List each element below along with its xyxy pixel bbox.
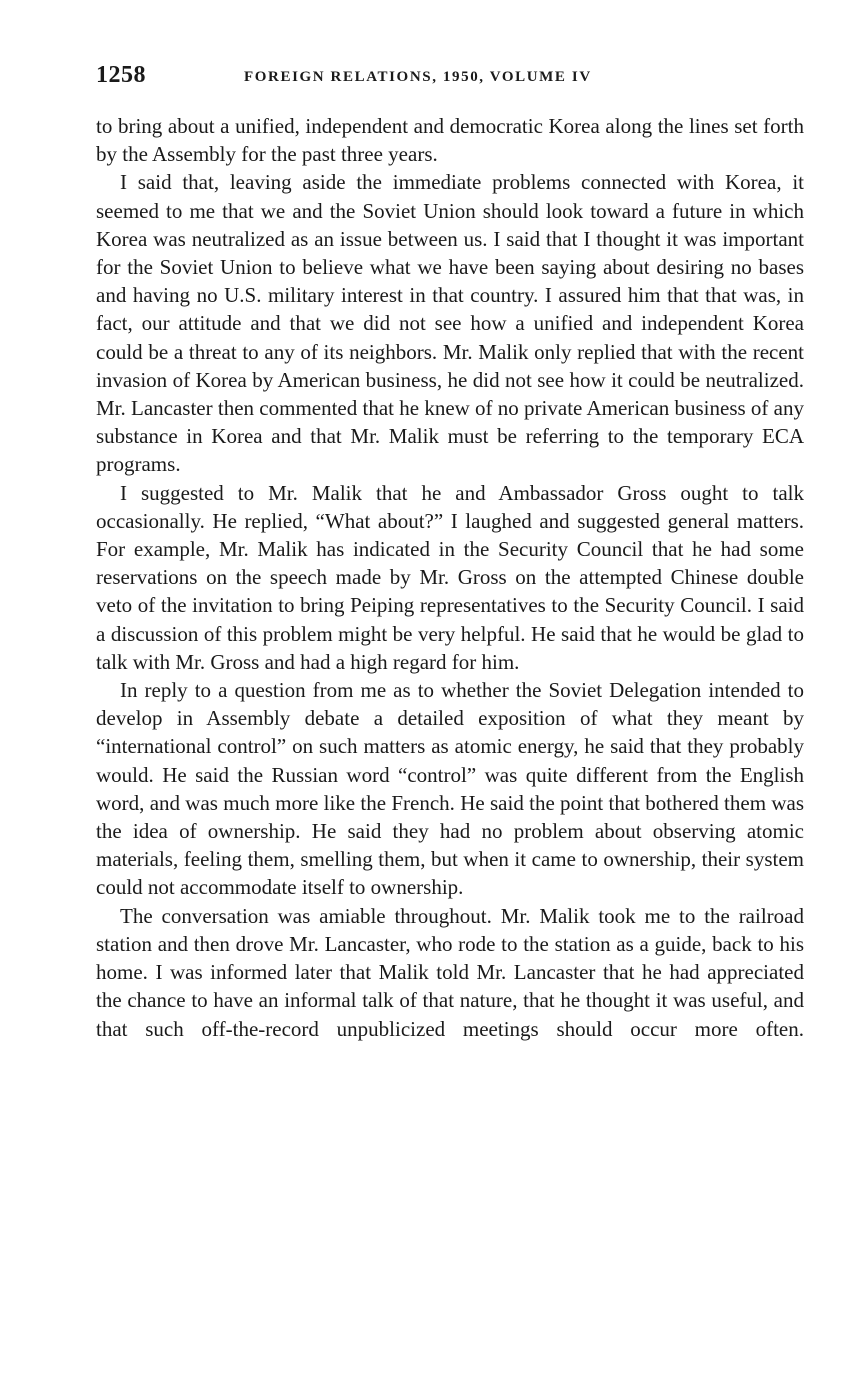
paragraph-gross-talks: I suggested to Mr. Malik that he and Ambassador Gross ought to talk occasionally. He replied, “What about?” I laughed and suggested general matters. For example, Mr. Malik has indicated in the Security Council that he had some reservations on the speech made by Mr. Gross on the attempted Chinese double veto of the invitation to bring Peiping representatives to the Security Council. I said a discussion of this problem might be very helpful. He said that he would be glad to talk with Mr. Gross and had a high regard for him.	[96, 480, 804, 674]
running-header	[96, 62, 804, 102]
paragraph-conclusion: The conversation was amiable throughout. Mr. Malik took me to the railroad station and then drove Mr. Lancaster, who rode to the station as a guide, back to his home. I was informed later that Malik told Mr. Lancaster that he had appreciated the chance to have an informal talk of that nature, that he thought it was useful, and that such off-the-record unpublicized meetings should occur more often.	[96, 903, 804, 1041]
paragraph-korea-neutralization: I said that, leaving aside the immediate problems connected with Korea, it seemed to me that we and the Soviet Union should look toward a future in which Korea was neutralized as an issue between us. I said that I thought it was important for the Soviet Union to believe what we have been saying about desiring no bases and having no U.S. military interest in that country. I assured him that that was, in fact, our attitude and that we did not see how a unified and independent Korea could be a threat to any of its neighbors. Mr. Malik only replied that with the recent invasion of Korea by American business, he did not see how it could be neutralized. Mr. Lancaster then commented that he knew of no private American business of any substance in Korea and that Mr. Malik must be referring to the temporary ECA programs.	[96, 170, 804, 477]
running-title: FOREIGN RELATIONS, 1950, VOLUME IV	[244, 69, 592, 85]
paragraph-continued: to bring about a unified, independent and democratic Korea along the lines set forth by the Assembly for the past three years.	[96, 114, 804, 167]
document-page	[96, 62, 804, 1043]
paragraph-international-control: In reply to a question from me as to whether the Soviet Delegation intended to develop in Assembly debate a detailed exposition of what they meant by “international control” on such matters as atomic energy, he said that they probably would. He said the Russian word “control” was quite different from the English word, and was much more like the French. He said the point that bothered them was the idea of ownership. He said they had no problem about observing atomic materials, feeling them, smelling them, but when it came to ownership, their system could not accommodate itself to ownership.	[96, 678, 804, 900]
page-number: 1258	[96, 62, 146, 88]
body-text	[96, 112, 804, 1043]
